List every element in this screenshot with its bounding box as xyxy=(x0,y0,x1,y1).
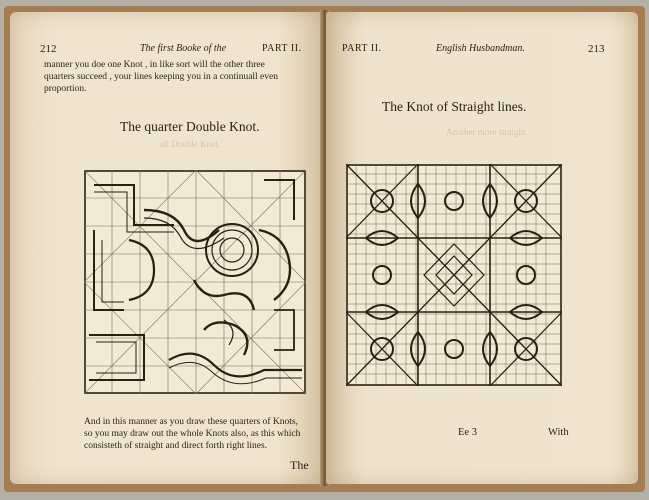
running-head-left: The first Booke of the xyxy=(140,43,227,54)
catchword-right: With xyxy=(548,427,569,438)
figure-heading-left: The quarter Double Knot. xyxy=(120,119,260,134)
figure-heading-right: The Knot of Straight lines. xyxy=(382,99,527,114)
text-line: so you may draw out the whole Knots also, as this which xyxy=(84,429,301,439)
left-page xyxy=(10,12,324,484)
running-head-right: English Husbandman. xyxy=(436,43,525,54)
text-line: proportion. xyxy=(44,84,87,94)
text-line: quarters succeed , your lines keeping you in a continuall even xyxy=(44,72,278,82)
text-line: manner you doe one Knot , in like sort will the other three xyxy=(44,60,265,70)
part-label-left: PART II. xyxy=(262,43,302,54)
page-number-right: 213 xyxy=(588,43,605,55)
right-page xyxy=(326,12,638,484)
knot-diagram-quarter-double xyxy=(84,170,306,394)
part-label-right: PART II. xyxy=(342,43,382,54)
catchword-left: The xyxy=(290,458,309,472)
text-line: consisteth of straight and direct forth right lines. xyxy=(84,441,268,451)
knot-diagram-straight-lines xyxy=(346,164,562,386)
show-through-text: Another more straight xyxy=(446,127,526,137)
text-line: And in this manner as you draw these quarters of Knots, xyxy=(84,417,298,427)
page-number-left: 212 xyxy=(40,43,57,55)
signature-mark: Ee 3 xyxy=(458,427,477,438)
show-through-text: all Double Knot. xyxy=(160,139,221,149)
